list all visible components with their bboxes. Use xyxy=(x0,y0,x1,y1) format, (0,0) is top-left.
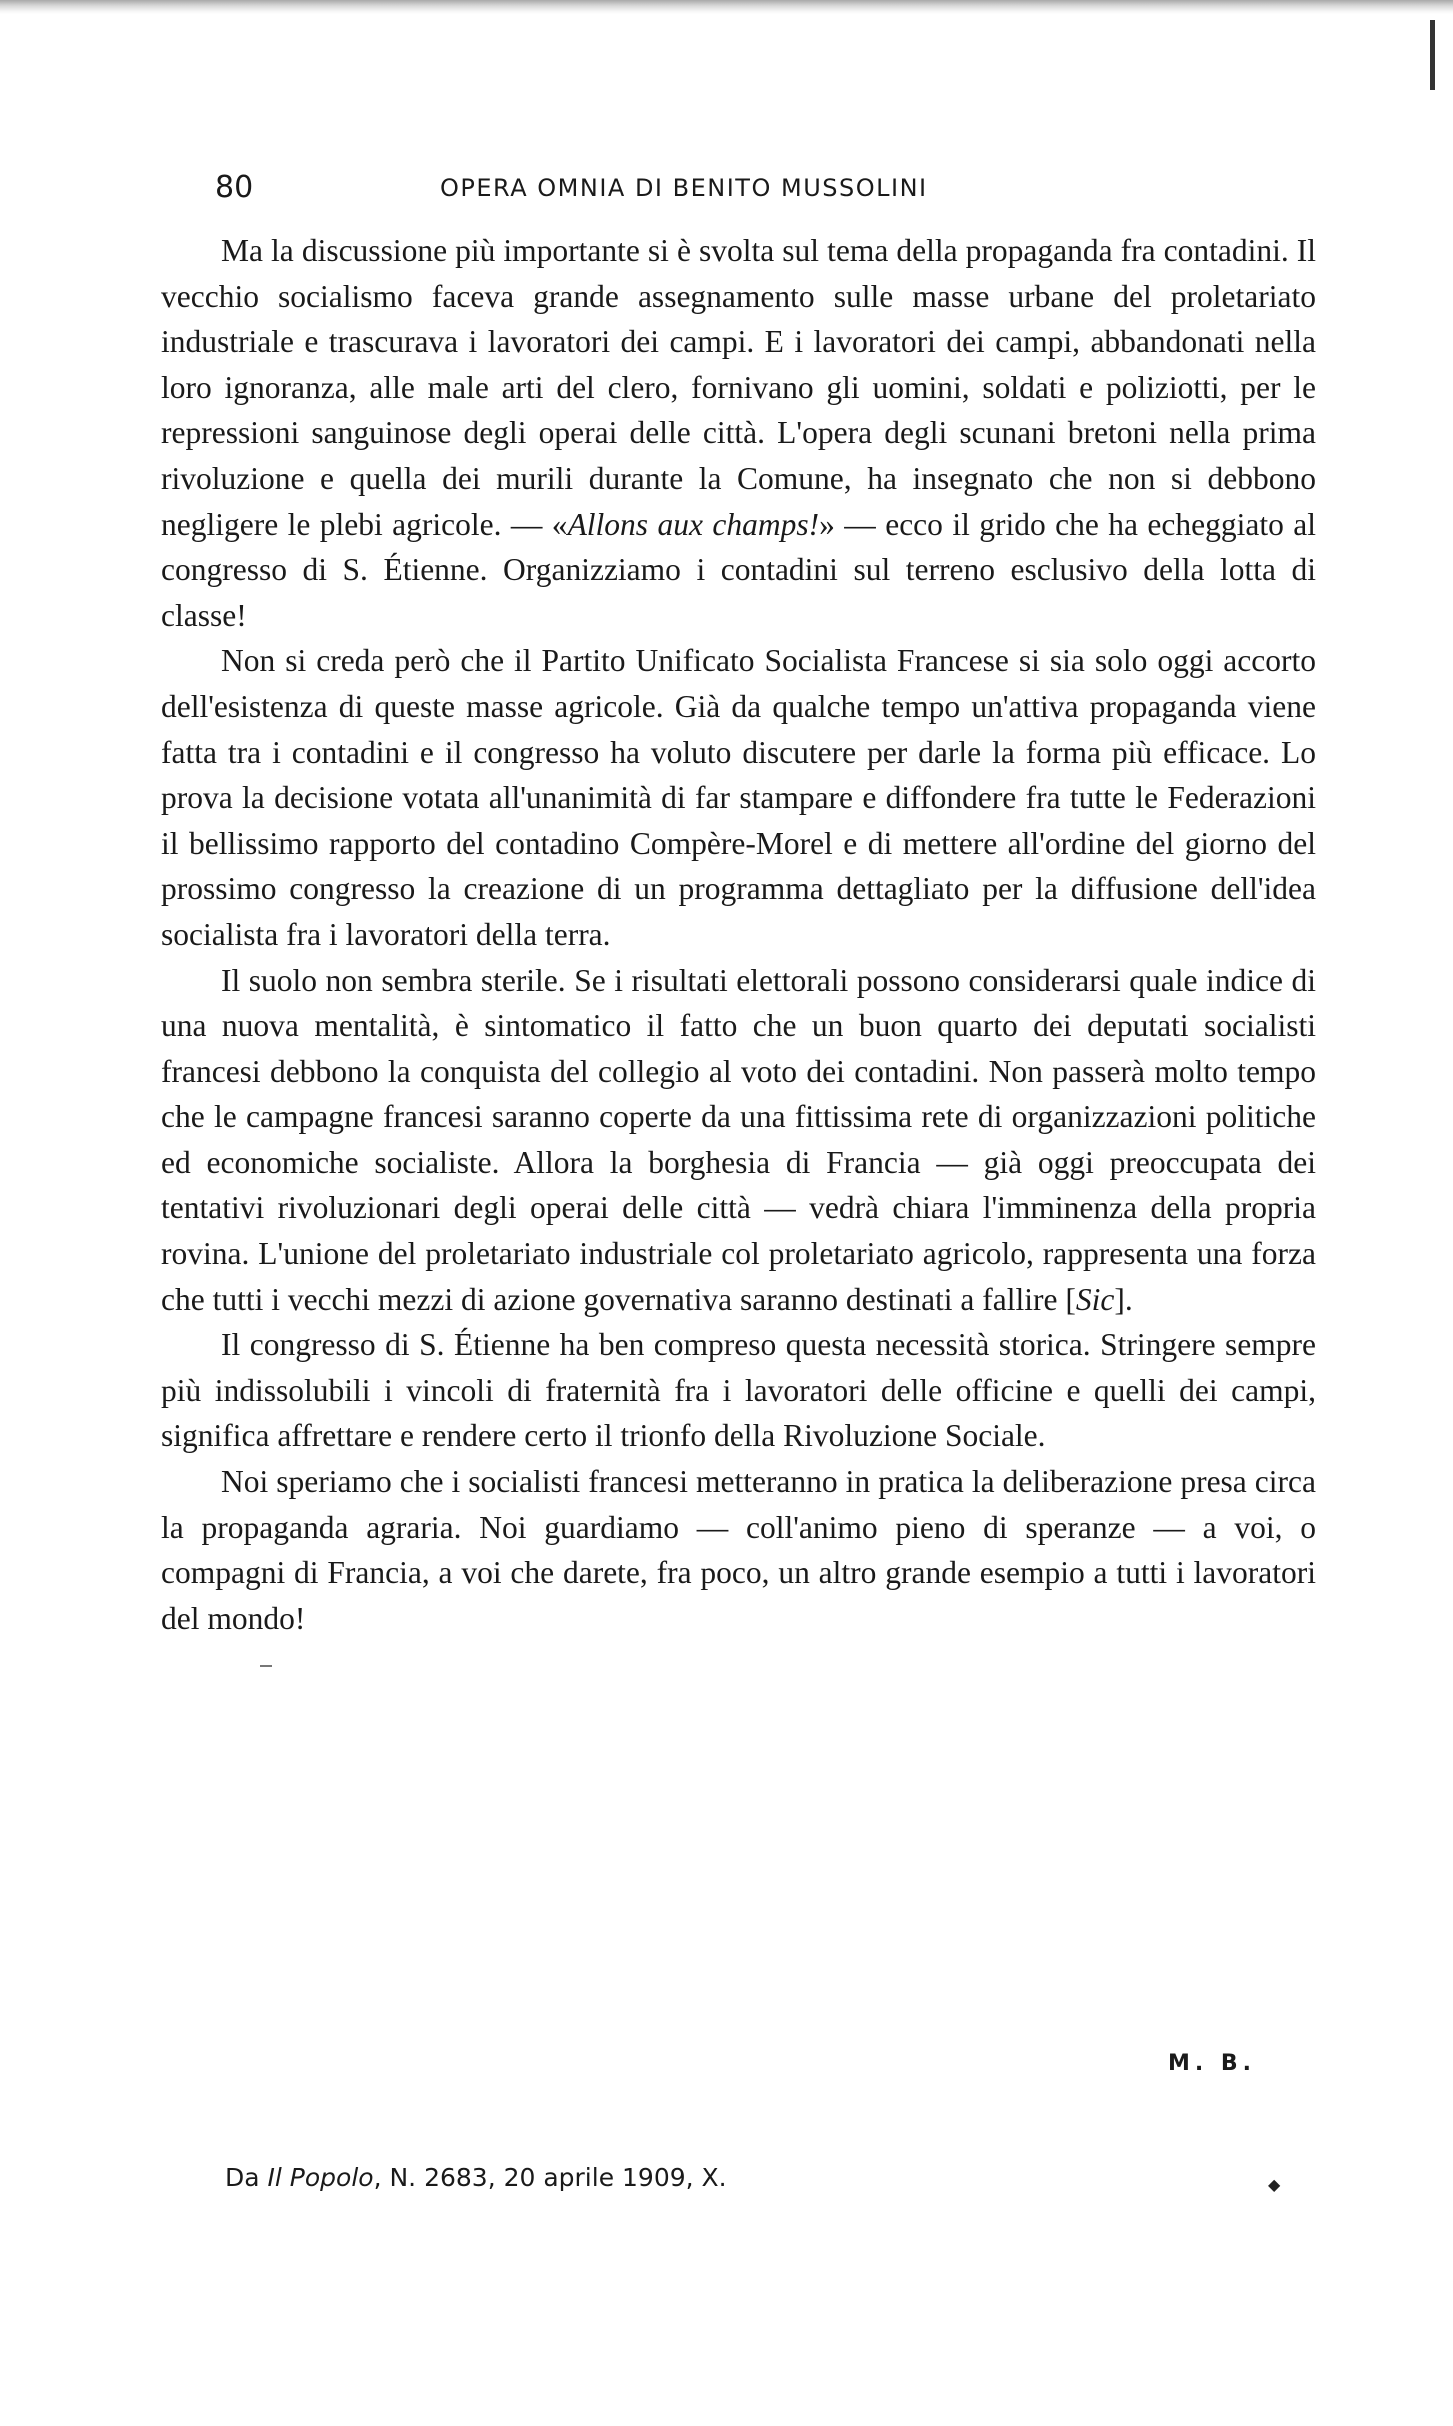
paragraph-1-text-end: » — ecco il grido che ha echeggiato al congresso di S. Étienne. Organizziamo i contadini sul terreno esclusivo della lotta di classe! xyxy=(161,506,1317,633)
signature: M. B. xyxy=(1168,2051,1257,2076)
paragraph-3-text: Il suolo non sembra sterile. Se i risultati elettorali possono considerarsi quale indice di una nuova mentalità, è sintomatico il fatto che un buon quarto dei deputati socialisti francesi debbono la conquista del collegio al voto dei contadini. Non passerà molto tempo che le campagne francesi saranno coperte da una fittissima rete di organizzazioni politiche ed economiche socialiste. Allora la borghesia di Francia — già oggi preoccupata dei tentativi rivoluzionari degli operai delle città — vedrà chiara l'imminenza della propria rovina. L'unione del proletariato industriale col proletariato agricolo, rappresenta una forza che tutti i vecchi mezzi di azione governativa saranno destinati a fallire [ xyxy=(161,962,1316,1317)
article-body xyxy=(161,228,1316,1641)
sic-annotation: Sic xyxy=(1075,1281,1115,1317)
paragraph-1-text: Ma la discussione più importante si è svolta sul tema della propaganda fra contadini. Il vecchio socialismo faceva grande assegnamento sulle masse urbane del proletariato industriale e trascurava i lavoratori dei campi. E i lavoratori dei campi, abbandonati nella loro ignoranza, alle male arti del clero, fornivano gli uomini, soldati e poliziotti, per le repressioni sanguinose degli operai delle città. L'opera degli scunani bretoni nella prima rivoluzione e quella dei murili durante la Comune, ha insegnato che non si debbono negligere le plebi agricole. — « xyxy=(161,233,1316,542)
paragraph-4: Il congresso di S. Étienne ha ben compreso questa necessità storica. Stringere sempre più indissolubili i vincoli di fraternità fra i lavoratori delle officine e quelli dei campi, significa affrettare e rendere certo il trionfo della Rivoluzione Sociale. xyxy=(161,1327,1316,1454)
running-title: OPERA OMNIA DI BENITO MUSSOLINI xyxy=(440,174,928,202)
page-number: 80 xyxy=(215,170,254,205)
source-details: , N. 2683, 20 aprile 1909, X. xyxy=(373,2163,727,2192)
paragraph-2: Non si creda però che il Partito Unificato Socialista Francese si sia solo oggi accorto dell'esistenza di queste masse agricole. Già da qualche tempo un'attiva propaganda viene fatta tra i contadini e il congresso ha voluto discutere per darle la forma più efficace. Lo prova la decisione votata all'unanimità di far stampare e diffondere fra tutte le Federazioni il bellissimo rapporto del contadino Compère-Morel e di mettere all'ordine del giorno del prossimo congresso la creazione di un programma dettagliato per la diffusione dell'idea socialista fra i lavoratori della terra. xyxy=(161,643,1316,952)
page-header xyxy=(215,170,1270,210)
scan-corner-mark xyxy=(1430,20,1435,90)
source-prefix: Da xyxy=(225,2163,268,2192)
paragraph-3 xyxy=(161,958,1316,1323)
bullet-mark-icon: ◆ xyxy=(1268,2177,1281,2194)
scan-edge xyxy=(0,0,1453,14)
paragraph-5: Noi speriamo che i socialisti francesi metteranno in pratica la deliberazione presa circa la propaganda agraria. Noi guardiamo — coll'animo pieno di speranze — a voi, o compagni di Francia, a voi che darete, fra poco, un altro grande esempio a tutti i lavoratori del mondo! xyxy=(161,1464,1316,1636)
allons-aux-champs-quote: Allons aux champs! xyxy=(567,506,820,542)
paragraph-1 xyxy=(161,228,1316,638)
sic-close: ]. xyxy=(1114,1281,1133,1317)
source-newspaper: Il Popolo xyxy=(267,2163,374,2192)
source-citation xyxy=(225,2163,727,2192)
margin-tick xyxy=(260,1665,272,1667)
